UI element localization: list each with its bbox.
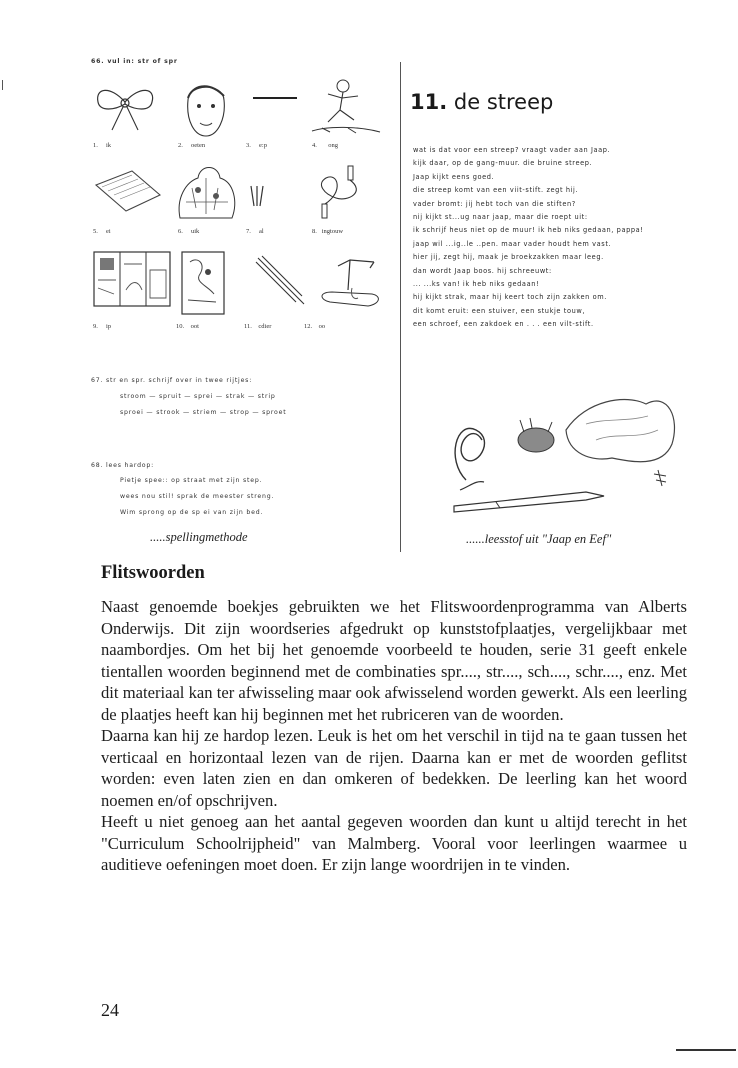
dash-line-illustration — [253, 97, 297, 99]
story-line: ik schrijf heus niet op de muur! ik heb niks gedaan, pappa! — [413, 226, 644, 235]
story-line: wat is dat voor een streep? vraagt vader aan Jaap. — [413, 146, 611, 154]
label-12: 12. oo — [304, 323, 326, 330]
blanket-illustration — [92, 165, 164, 217]
comic-strip-illustration — [92, 250, 172, 308]
story-line: hij kijkt strak, maar hij keert toch zijn zakken om. — [413, 293, 607, 302]
story-line: hier jij, zegt hij, maak je broekzakken maar leeg. — [413, 253, 604, 262]
label-8: 8. ingtouw — [312, 228, 344, 235]
column-divider — [400, 62, 401, 552]
exercise-68-line-1: Pietje spee:: op straat met zijn step. — [120, 477, 263, 484]
label-3: 3. e:p — [246, 142, 267, 149]
label-9: 9. ip — [93, 323, 112, 330]
story-text — [413, 144, 644, 332]
story-line: die streep komt van een viit-stift. zegt hij. — [413, 186, 579, 195]
exercise-68-header: 68. lees hardop: — [91, 462, 155, 469]
story-line: ... ...ks van! ik heb niks gedaan! — [413, 280, 540, 289]
right-caption: ......leesstof uit "Jaap en Eef" — [466, 532, 612, 546]
chapter-number: 11. — [410, 90, 448, 114]
scan-edge-mark-left — [2, 80, 3, 90]
bush-illustration — [172, 158, 242, 222]
label-4: 4. ong — [312, 142, 338, 149]
exercise-67-header: 67. str en spr. schrijf over in twee rijtjes: — [91, 377, 253, 384]
label-1: 1. ik — [93, 142, 112, 149]
exercise-67-row-2: sproei — strook — striem — strop — sproet — [120, 409, 287, 416]
exercise-68-line-3: Wim sprong op de sp ei van zijn bed. — [120, 509, 264, 516]
paragraph-3: Heeft u niet genoeg aan het aantal gegeven woorden dan kunt u altijd terecht in het "Curriculum Schoolrijpheid" van Malmberg. Vooral voor leerlingen waarmee u auditieve oefeningen moet doen. Er zijn lange woordrijen in te vinden. — [101, 812, 687, 874]
label-5: 5. ei — [93, 228, 111, 235]
jump-rope-illustration — [308, 162, 378, 224]
face-illustration — [178, 78, 233, 140]
bow-ribbon-illustration — [90, 80, 160, 135]
story-line: jaap wil ...ig..le ..pen. maar vader houdt hem vast. — [413, 239, 612, 248]
label-10: 10. oot — [176, 323, 199, 330]
exercise-67-row-1: stroom — spruit — sprei — strak — strip — [120, 393, 276, 400]
watering-can-illustration — [310, 252, 386, 314]
paragraph-2: Daarna kan hij ze hardop lezen. Leuk is het om het verschil in tijd na te gaan tussen het verticaal en horizontaal lezen van de rijen. Daarna kan er met de woorden geflitst worden: even laten zien en dan omkeren of bedekken. De leerling kan het woord noemen en/of opschrijven. — [101, 726, 687, 810]
story-line: Jaap kijkt eens goed. — [413, 172, 495, 181]
label-6: 6. uik — [178, 228, 200, 235]
section-body — [101, 596, 687, 876]
label-11: 11. cdier — [244, 323, 272, 330]
story-line: nij kijkt st...ug naar jaap, maar die roept uit: — [413, 213, 588, 222]
whip-illustration — [248, 182, 266, 210]
left-caption: .....spellingmethode — [150, 530, 248, 544]
section-heading: Flitswoorden — [101, 563, 205, 583]
story-line: kijk daar, op de gang-muur. die bruine streep. — [413, 159, 593, 168]
page-number: 24 — [101, 1000, 119, 1020]
chapter-title: de streep — [453, 90, 554, 114]
story-line: dan wordt Jaap boos. hij schreeuwt: — [413, 266, 552, 275]
skipping-child-illustration — [308, 76, 383, 138]
story-line: een schroef, een zakdoek en . . . een vilt-stift. — [413, 320, 594, 329]
door-drawing-illustration — [178, 250, 228, 316]
story-line: dit komt eruit: een stuiver, een stukje touw, — [413, 306, 586, 315]
scan-edge-mark-bottom — [676, 1049, 736, 1051]
label-7: 7. al — [246, 228, 264, 235]
exercise-66-header: 66. vul in: str of spr — [91, 58, 178, 65]
story-line: vader bromt: jij hebt toch van die stiften? — [413, 199, 576, 208]
label-2: 2. oeten — [178, 142, 206, 149]
pocket-contents-illustration — [436, 370, 686, 520]
pencil-illustration — [252, 252, 308, 308]
exercise-68-line-2: wees nou stil! sprak de meester streng. — [120, 493, 275, 500]
paragraph-1: Naast genoemde boekjes gebruikten we het Flitswoordenprogramma van Alberts Onderwijs. Dit zijn woordseries afgedrukt op kunststofplaatjes, vergelijkbaar met naambordjes. Om het bij het genoemde voorbeeld te houden, serie 31 geeft enkele tientallen woorden beginnend met de combinaties spr...., str...., sch...., schr...., enz. Met dit materiaal kan ter afwisseling maar ook afwisselend worden gewerkt. Als een leerling de plaatjes heeft kan hij beginnen met het rubriceren van de woorden. — [101, 597, 687, 724]
chapter-heading — [410, 90, 553, 114]
